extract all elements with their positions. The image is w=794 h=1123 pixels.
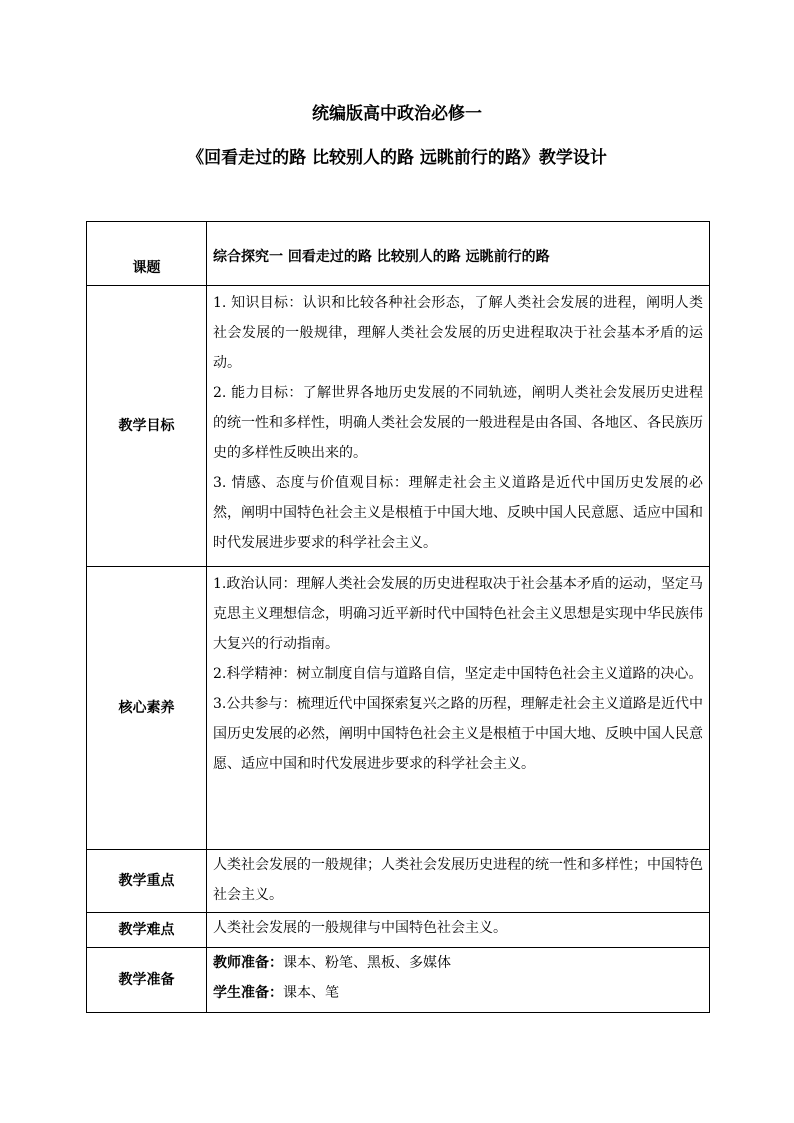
- literacy-participation: 3.公共参与：梳理近代中国探索复兴之路的历程，理解走社会主义道路是近代中国历史发展的必然，阐明中国特色社会主义是根植于中国大地、反映中国人民意愿、适应中国和时代发展进步要求的科学社会主义。: [213, 696, 703, 772]
- preparation-content: [207, 948, 710, 1013]
- topic-value: 综合探究一 回看走过的路 比较别人的路 远眺前行的路: [207, 222, 710, 286]
- teacher-preparation-value: 课本、粉笔、黑板、多媒体: [283, 955, 451, 971]
- literacy-science: 2.科学精神：树立制度自信与道路自信，坚定走中国特色社会主义道路的决心。: [213, 666, 703, 682]
- preparation-label: 教学准备: [87, 948, 207, 1013]
- student-preparation: [213, 978, 703, 1008]
- objectives-content: [207, 286, 710, 567]
- key-points-value: 人类社会发展的一般规律；人类社会发展历史进程的统一性和多样性；中国特色社会主义。: [207, 850, 710, 913]
- row-difficulties: [87, 913, 710, 948]
- objective-attitude: 3. 情感、态度与价值观目标：理解走社会主义道路是近代中国历史发展的必然，阐明中国特色社会主义是根植于中国大地、反映中国人民意愿、适应中国和时代发展进步要求的科学社会主义。: [213, 475, 703, 551]
- teacher-preparation: [213, 948, 703, 978]
- core-literacy-label: 核心素养: [87, 567, 207, 850]
- row-key-points: [87, 850, 710, 913]
- row-preparation: [87, 948, 710, 1013]
- student-preparation-label: 学生准备：: [213, 985, 283, 1001]
- key-points-label: 教学重点: [87, 850, 207, 913]
- literacy-political: 1.政治认同：理解人类社会发展的历史进程取决于社会基本矛盾的运动，坚定马克思主义理想信念，明确习近平新时代中国特色社会主义思想是实现中华民族伟大复兴的行动指南。: [213, 576, 703, 652]
- row-core-literacy: [87, 567, 710, 850]
- objective-knowledge: 1. 知识目标：认识和比较各种社会形态，了解人类社会发展的进程，阐明人类社会发展的一般规律，理解人类社会发展的历史进程取决于社会基本矛盾的运动。: [213, 295, 703, 371]
- row-topic: [87, 222, 710, 286]
- teacher-preparation-label: 教师准备：: [213, 955, 283, 971]
- student-preparation-value: 课本、笔: [283, 985, 339, 1001]
- document-title: 统编版高中政治必修一: [312, 104, 482, 124]
- objectives-label: 教学目标: [87, 286, 207, 567]
- topic-label: 课题: [87, 222, 207, 286]
- core-literacy-content: [207, 567, 710, 850]
- difficulties-value: 人类社会发展的一般规律与中国特色社会主义。: [207, 913, 710, 948]
- row-objectives: [87, 286, 710, 567]
- document-subtitle: 《回看走过的路 比较别人的路 远眺前行的路》教学设计: [187, 148, 607, 168]
- lesson-plan-table: [86, 221, 710, 1013]
- objective-ability: 2. 能力目标：了解世界各地历史发展的不同轨迹，阐明人类社会发展历史进程的统一性和多样性，明确人类社会发展的一般进程是由各国、各地区、各民族历史的多样性反映出来的。: [213, 385, 703, 461]
- difficulties-label: 教学难点: [87, 913, 207, 948]
